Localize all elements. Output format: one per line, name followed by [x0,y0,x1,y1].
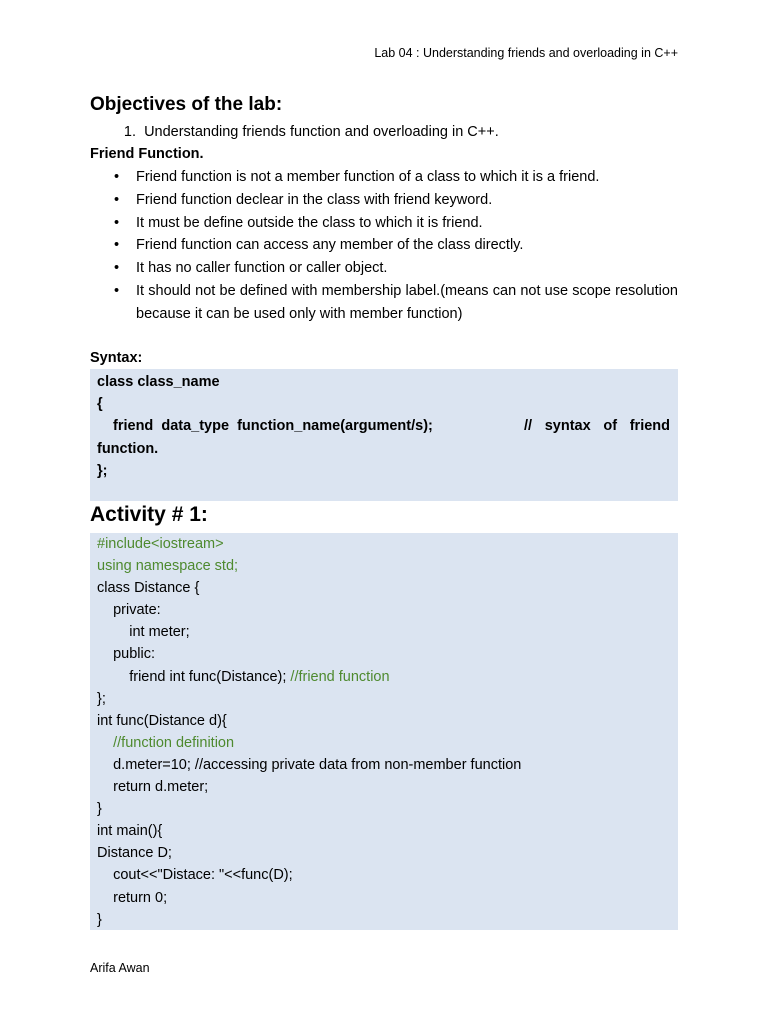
bullet-text: It must be define outside the class to which it is friend. [136,214,483,231]
bullet-item [90,257,678,280]
objective-text: Understanding friends function and overloading in C++. [144,124,499,140]
code-token: d.meter=10; //accessing private data from non-member function [97,756,522,773]
activity-heading: Activity # 1: [90,503,208,526]
syntax-line: }; [97,462,108,479]
code-comment-token: #include<iostream> [97,536,224,552]
bullet-item [90,212,678,235]
code-comment-token: //function definition [113,734,235,751]
syntax-comment-word: // [524,418,533,435]
syntax-line: class class_name [97,374,220,390]
code-line [97,599,671,621]
code-token: int func(Distance d){ [97,712,227,729]
bullet-icon: • [114,214,120,231]
syntax-comment-word: of [603,418,618,435]
code-line [97,621,671,643]
code-line [97,688,671,710]
bullet-item [90,234,678,257]
syntax-label: Syntax: [90,350,143,366]
code-line [97,909,671,931]
bullet-item [90,189,678,212]
syntax-comment [524,415,670,437]
code-token: int main(){ [97,823,163,840]
code-token: return d.meter; [97,779,209,796]
code-line [97,754,671,776]
bullet-icon: • [114,169,120,185]
friend-function-heading: Friend Function. [90,146,204,162]
syntax-comment-word: friend [629,418,670,435]
bullet-icon: • [114,282,120,299]
code-line [97,643,671,665]
code-line [97,820,671,842]
bullet-icon: • [114,191,120,208]
code-token: public: [97,646,156,663]
code-line [97,577,671,599]
code-line [97,887,671,909]
code-token: return 0; [97,889,168,906]
syntax-line: { [97,396,103,413]
code-line [97,555,671,577]
bullet-icon: • [114,260,120,277]
code-token: class Distance { [97,580,200,597]
syntax-declaration-line [97,415,670,437]
code-line [97,732,671,754]
code-line [97,776,671,798]
code-token [97,735,113,751]
code-line [97,864,671,886]
bullet-icon: • [114,237,120,254]
code-comment-token: //friend function [290,668,390,685]
bullet-item [90,166,678,189]
bullet-text: Friend function is not a member function of a class to which it is a friend. [136,169,600,185]
syntax-code-box [90,369,678,501]
bullet-text: It has no caller function or caller object. [136,260,388,277]
code-token: private: [97,602,161,619]
activity-code-box [90,533,678,930]
code-token: cout<<"Distace: "<<func(D); [97,867,293,884]
page-header: Lab 04 : Understanding friends and overloading in C++ [374,46,678,60]
code-token: int meter; [97,624,190,641]
bullet-text: Friend function can access any member of the class directly. [136,237,524,254]
objective-item [90,121,499,143]
objective-number: 1. [123,124,136,140]
code-token: friend int func(Distance); [97,668,291,685]
code-line [97,666,671,688]
code-line [97,842,671,864]
code-token: Distance D; [97,845,172,862]
bullet-text: It should not be defined with membership label.(means can not use scope resolution because it can be used only with member function) [136,282,678,322]
code-line [97,798,671,820]
bullet-item [90,280,678,326]
syntax-line: function. [97,440,159,457]
objectives-list [90,121,499,143]
code-token: } [97,801,102,818]
syntax-declaration: friend data_type function_name(argument/s); [113,418,433,435]
code-token: } [97,911,102,928]
code-comment-token: using namespace std; [97,558,239,575]
code-line [97,533,671,555]
footer-author: Arifa Awan [90,961,150,975]
friend-function-bullets [90,166,678,326]
code-token: }; [97,690,106,707]
bullet-text: Friend function declear in the class with friend keyword. [136,191,493,208]
syntax-comment-word: syntax [544,418,591,435]
objectives-heading: Objectives of the lab: [90,94,283,115]
code-line [97,710,671,732]
